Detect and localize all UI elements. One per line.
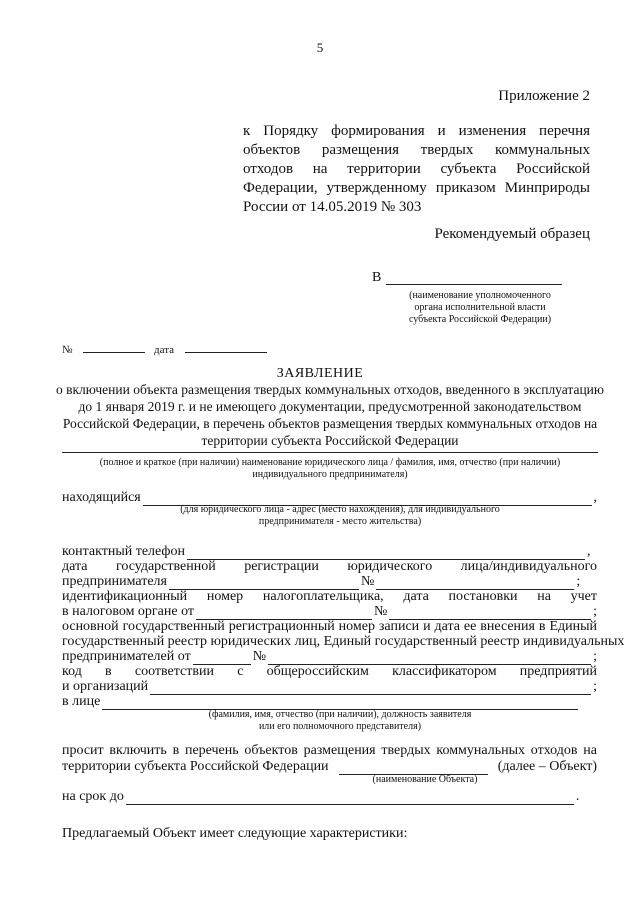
appendix-ref-line: объектов размещения твердых коммунальных — [243, 142, 590, 158]
subtitle-line: до 1 января 2019 г. и не имеющего документации, предусмотренной законодательством — [78, 399, 582, 414]
request-line-1: просит включить в перечень объектов размещения твердых коммунальных отходов на — [62, 743, 597, 758]
comma: , — [593, 490, 597, 505]
number-field[interactable] — [83, 340, 145, 353]
okpo-row-2 — [62, 679, 597, 695]
word: на — [537, 589, 551, 604]
word: код — [62, 664, 82, 679]
number-label: № — [62, 344, 73, 356]
subtitle-line: Российской Федерации, в перечень объектов размещения твердых коммунальных отходов на — [62, 416, 598, 431]
addressee-prefix: В — [372, 270, 382, 285]
page-number: 5 — [316, 40, 324, 55]
person-row — [62, 694, 597, 710]
person-hint — [180, 709, 500, 733]
recommended-sample: Рекомендуемый образец — [434, 226, 590, 242]
located-label: находящийся — [62, 490, 141, 505]
addressee-hint — [380, 290, 580, 326]
organizations-label: и организаций — [62, 679, 149, 694]
hint-line: (фамилия, имя, отчество (при наличии), должность заявителя — [208, 709, 472, 720]
appendix-ref-line: Федерации, утвержденному приказом Минприроды — [243, 180, 590, 196]
okpo-row — [62, 664, 597, 680]
person-label: в лице — [62, 694, 101, 709]
request-line-2 — [62, 759, 597, 775]
addressee-field[interactable] — [386, 272, 562, 285]
inn-row — [62, 589, 597, 605]
semicolon: ; — [576, 574, 581, 589]
term-label: на срок до — [62, 789, 124, 804]
located-hint — [100, 504, 580, 528]
hint-line: индивидуального предпринимателя) — [252, 469, 408, 480]
tax-office-label: в налоговом органе от — [62, 604, 195, 619]
hint-line: (для юридического лица - адрес (место нахождения), для индивидуального — [180, 504, 500, 515]
registration-row-2 — [62, 574, 597, 590]
entrepreneur-label: предпринимателя — [62, 574, 167, 589]
word: регистрации — [244, 559, 319, 574]
appendix-ref-line: отходов на территории субъекта Российской — [243, 161, 590, 177]
appendix-label: Приложение 2 — [498, 88, 590, 104]
word: налогоплательщика, — [262, 589, 384, 604]
word: государственной — [115, 559, 216, 574]
phone-label: контактный телефон — [62, 544, 185, 559]
hint-line: субъекта Российской Федерации) — [408, 314, 552, 325]
hint-line: предпринимателя - место жительства) — [258, 516, 422, 527]
appendix-ref-line: России от 14.05.2019 № 303 — [243, 199, 422, 215]
document-subtitle — [50, 381, 610, 449]
hint-line: (полное и краткое (при наличии) наименование юридического лица / фамилия, имя, отчество (при наличии) — [99, 457, 561, 468]
word: классификатором — [392, 664, 497, 679]
word: лица/индивидуального — [460, 559, 597, 574]
semicolon: ; — [593, 679, 597, 694]
no-label: № — [252, 649, 267, 664]
subtitle-line: о включении объекта размещения твердых коммунальных отходов, введенного в эксплуатацию — [56, 382, 604, 397]
document-title: ЗАЯВЛЕНИЕ — [276, 366, 364, 381]
word: постановки — [448, 589, 518, 604]
word: дата — [403, 589, 429, 604]
word: предприятий — [519, 664, 597, 679]
request-territory-label: территории субъекта Российской Федерации — [62, 759, 329, 774]
word: учет — [570, 589, 597, 604]
no-label: № — [361, 574, 375, 589]
appendix-reference — [243, 122, 590, 217]
semicolon: ; — [593, 604, 597, 619]
ogrn-row-3 — [62, 649, 597, 665]
number-date-row — [62, 340, 267, 358]
word: соответствии — [134, 664, 214, 679]
word: юридического — [347, 559, 433, 574]
registration-row — [62, 559, 597, 575]
no-label: № — [374, 604, 388, 619]
tax-office-row — [62, 604, 597, 620]
comma: , — [586, 544, 591, 559]
request-object-label: (далее – Объект) — [497, 759, 597, 774]
appendix-ref-line: к Порядку формирования и изменения перечня — [243, 123, 590, 139]
subtitle-line: территории субъекта Российской Федерации — [201, 433, 459, 448]
phone-row — [62, 544, 597, 560]
word: дата — [62, 559, 88, 574]
date-label: дата — [154, 344, 175, 356]
period: . — [575, 789, 580, 804]
ogrn-line-1: основной государственный регистрационный номер записи и дата ее внесения в Единый — [62, 619, 597, 634]
semicolon: ; — [593, 649, 597, 664]
date-field[interactable] — [185, 340, 267, 353]
hint-line: или его полномочного представителя) — [258, 721, 422, 732]
word: в — [105, 664, 112, 679]
applicant-hint — [50, 457, 610, 481]
ogrn-from-label: предпринимателей от — [62, 649, 191, 664]
ogrn-line-2: государственный реестр юридических лиц, Единый государственный реестр индивидуальных — [62, 634, 625, 649]
word: номер — [206, 589, 244, 604]
word: идентификационный — [62, 589, 188, 604]
word: с — [237, 664, 244, 679]
characteristics-heading: Предлагаемый Объект имеет следующие характеристики: — [62, 826, 408, 841]
term-field[interactable] — [126, 793, 574, 805]
hint-line: органа исполнительной власти — [414, 302, 546, 313]
hint-line: (наименование уполномоченного — [409, 290, 551, 301]
applicant-field[interactable] — [62, 452, 598, 454]
object-hint: (наименование Объекта) — [372, 774, 478, 785]
word: общероссийским — [266, 664, 369, 679]
term-row — [62, 789, 597, 805]
